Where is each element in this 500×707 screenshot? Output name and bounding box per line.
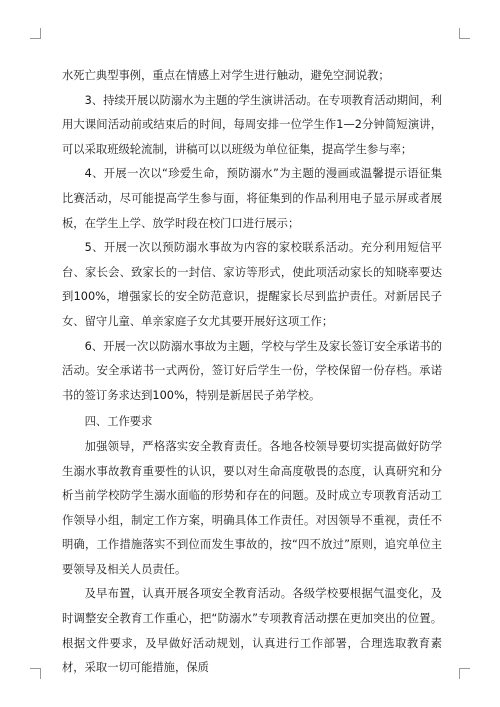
requirement-paragraph-2: 及早布置，认真开展各项安全教育活动。各级学校要根据气温变化，及时调整安全教育工作重心，把“防溺水”专项教育活动摆在更加突出的位置。根据文件要求，及早做好活动规划，认真进行工作部署，合理选取教育素材，采取一切可能措施，保质	[62, 587, 442, 675]
section-heading: 四、工作要求	[84, 415, 153, 429]
crop-mark-bottom-right	[459, 668, 470, 679]
document-body	[62, 64, 442, 681]
crop-mark-top-left	[30, 28, 41, 39]
paragraph-item-5: 5、开展一次以预防溺水事故为内容的家校联系活动。充分利用短信平台、家长会、致家长的一封信、家访等形式，使此项活动家长的知晓率要达到100%，增强家长的安全防范意识，提醒家长尽到监护责任。对新居民子女、留守儿童、单亲家庭子女尤其要开展好这项工作；	[62, 241, 442, 328]
crop-mark-bottom-left	[30, 668, 41, 679]
paragraph-continuation: 水死亡典型事例，重点在情感上对学生进行触动，避免空洞说教；	[62, 69, 390, 82]
paragraph-item-6: 6、开展一次以防溺水事故为主题，学校与学生及家长签订安全承诺书的活动。安全承诺书一式两份，签订好后学生一份，学校保留一份存档。承诺书的签订务求达到100%，特别是新居民子弟学校。	[62, 339, 442, 402]
crop-mark-top-right	[459, 28, 470, 39]
requirement-paragraph-1: 加强领导，严格落实安全教育责任。各地各校领导要切实提高做好防学生溺水事故教育重要性的认识，要以对生命高度敬畏的态度，认真研究和分析当前学校防学生溺水面临的形势和存在的问题。及时成立专项教育活动工作领导小组，制定工作方案，明确具体工作责任。对因领导不重视，责任不明确，工作措施落实不到位而发生事故的，按“四不放过”原则，追究单位主要领导及相关人员责任。	[62, 439, 442, 576]
paragraph-item-3: 3、持续开展以防溺水为主题的学生演讲活动。在专项教育活动期间，利用大课间活动前或结束后的时间，每周安排一位学生作1—2分钟简短演讲，可以采取班级轮流制，讲稿可以以班级为单位征集，提高学生参与率；	[62, 93, 442, 156]
paragraph-item-4: 4、开展一次以“珍爱生命，预防溺水”为主题的漫画或温馨提示语征集比赛活动，尽可能提高学生参与面，将征集到的作品利用电子显示屏或者展板，在学生上学、放学时段在校门口进行展示；	[62, 167, 442, 230]
